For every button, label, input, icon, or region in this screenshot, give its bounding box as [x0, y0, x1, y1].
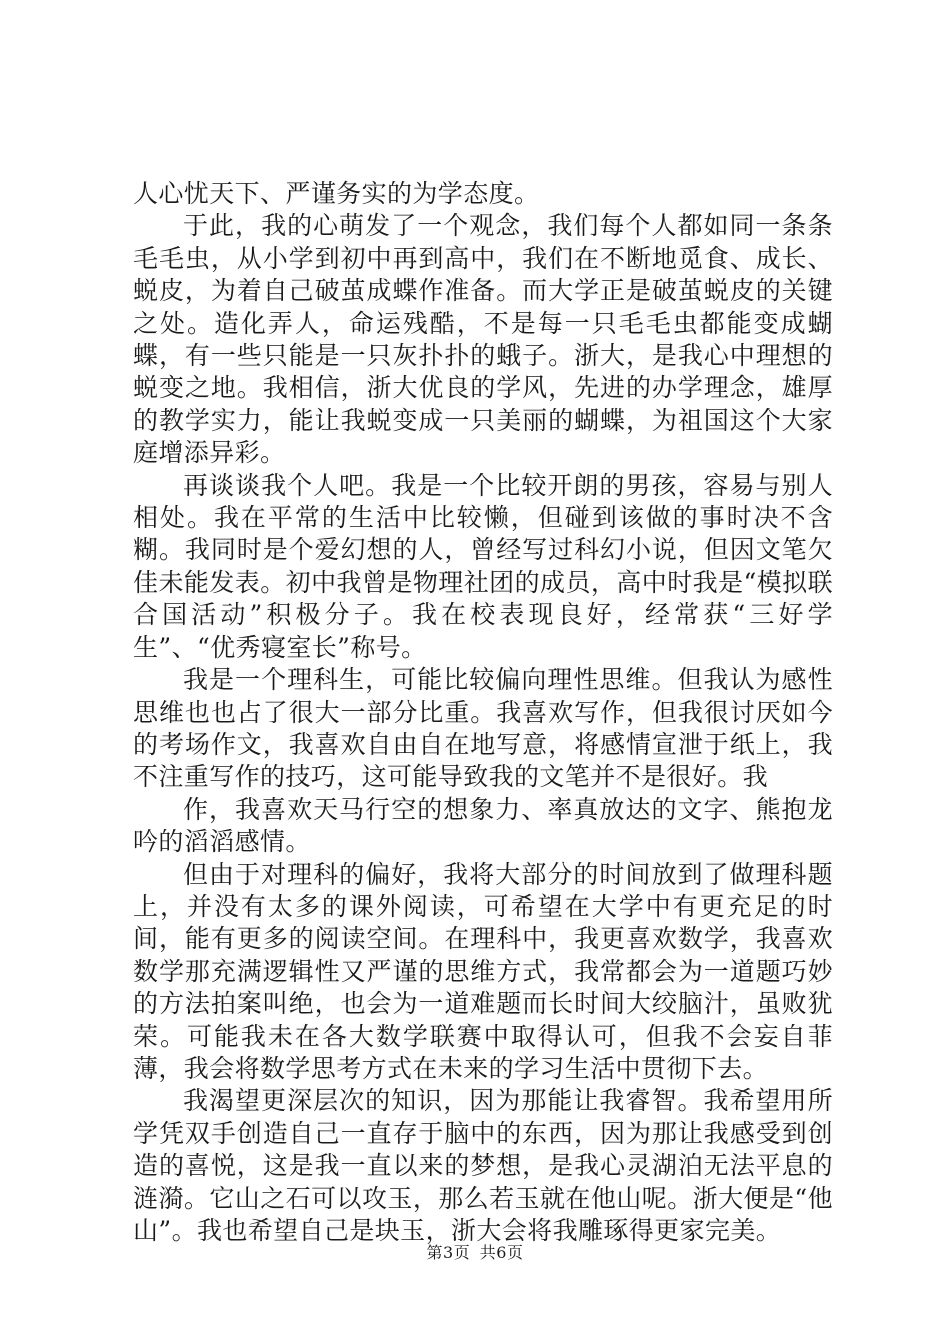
paragraph: 于此，我的心萌发了一个观念，我们每个人都如同一条条毛毛虫，从小学到初中再到高中，我们在不断地觅食、成长、蜕皮，为着自己破茧成蝶作准备。而大学正是破茧蜕皮的关键之处。造化弄人，命运残酷，不是每一只毛毛虫都能变成蝴蝶，有一些只能是一只灰扑扑的蛾子。浙大，是我心中理想的蜕变之地。我相信，浙大优良的学风，先进的办学理念，雄厚的教学实力，能让我蜕变成一只美丽的蝴蝶，为祖国这个大家庭增添异彩。: [133, 211, 833, 468]
paragraph: 我是一个理科生，可能比较偏向理性思维。但我认为感性思维也也占了很大一部分比重。我喜欢写作，但我很讨厌如今的考场作文，我喜欢自由自在地写意，将感情宣泄于纸上，我不注重写作的技巧，这可能导致我的文笔并不是很好。我: [133, 665, 833, 792]
document-body: [133, 178, 833, 1247]
page-total: 共6页: [479, 1243, 524, 1262]
paragraph: 作，我喜欢天马行空的想象力、率真放达的文字、熊抱龙吟的滔滔感情。: [133, 794, 833, 857]
paragraph: 我渴望更深层次的知识，因为那能让我睿智。我希望用所学凭双手创造自己一直存于脑中的东西，因为那让我感受到创造的喜悦，这是我一直以来的梦想，是我心灵湖泊无法平息的涟漪。它山之石可以攻玉，那么若玉就在他山呢。浙大便是“他山”。我也希望自己是块玉，浙大会将我雕琢得更家完美。: [133, 1086, 833, 1245]
page-number: 第3页: [426, 1243, 471, 1262]
page-footer: [0, 1240, 950, 1263]
paragraph: 但由于对理科的偏好，我将大部分的时间放到了做理科题上，并没有太多的课外阅读，可希望在大学中有更充足的时间，能有更多的阅读空间。在理科中，我更喜欢数学，我喜欢数学那充满逻辑性又严谨的思维方式，我常都会为一道题巧妙的方法拍案叫绝，也会为一道难题而长时间大绞脑汁，虽败犹荣。可能我未在各大数学联赛中取得认可，但我不会妄自菲薄，我会将数学思考方式在未来的学习生活中贯彻下去。: [133, 859, 833, 1083]
paragraph-continuation: 人心忧天下、严谨务实的为学态度。: [133, 179, 540, 208]
paragraph: 再谈谈我个人吧。我是一个比较开朗的男孩，容易与别人相处。我在平常的生活中比较懒，但碰到该做的事时决不含糊。我同时是个爱幻想的人，曾经写过科幻小说，但因文笔欠佳未能发表。初中我曾是物理社团的成员，高中时我是“模拟联合国活动”积极分子。我在校表现良好，经常获“三好学生”、“优秀寝室长”称号。: [133, 470, 833, 662]
